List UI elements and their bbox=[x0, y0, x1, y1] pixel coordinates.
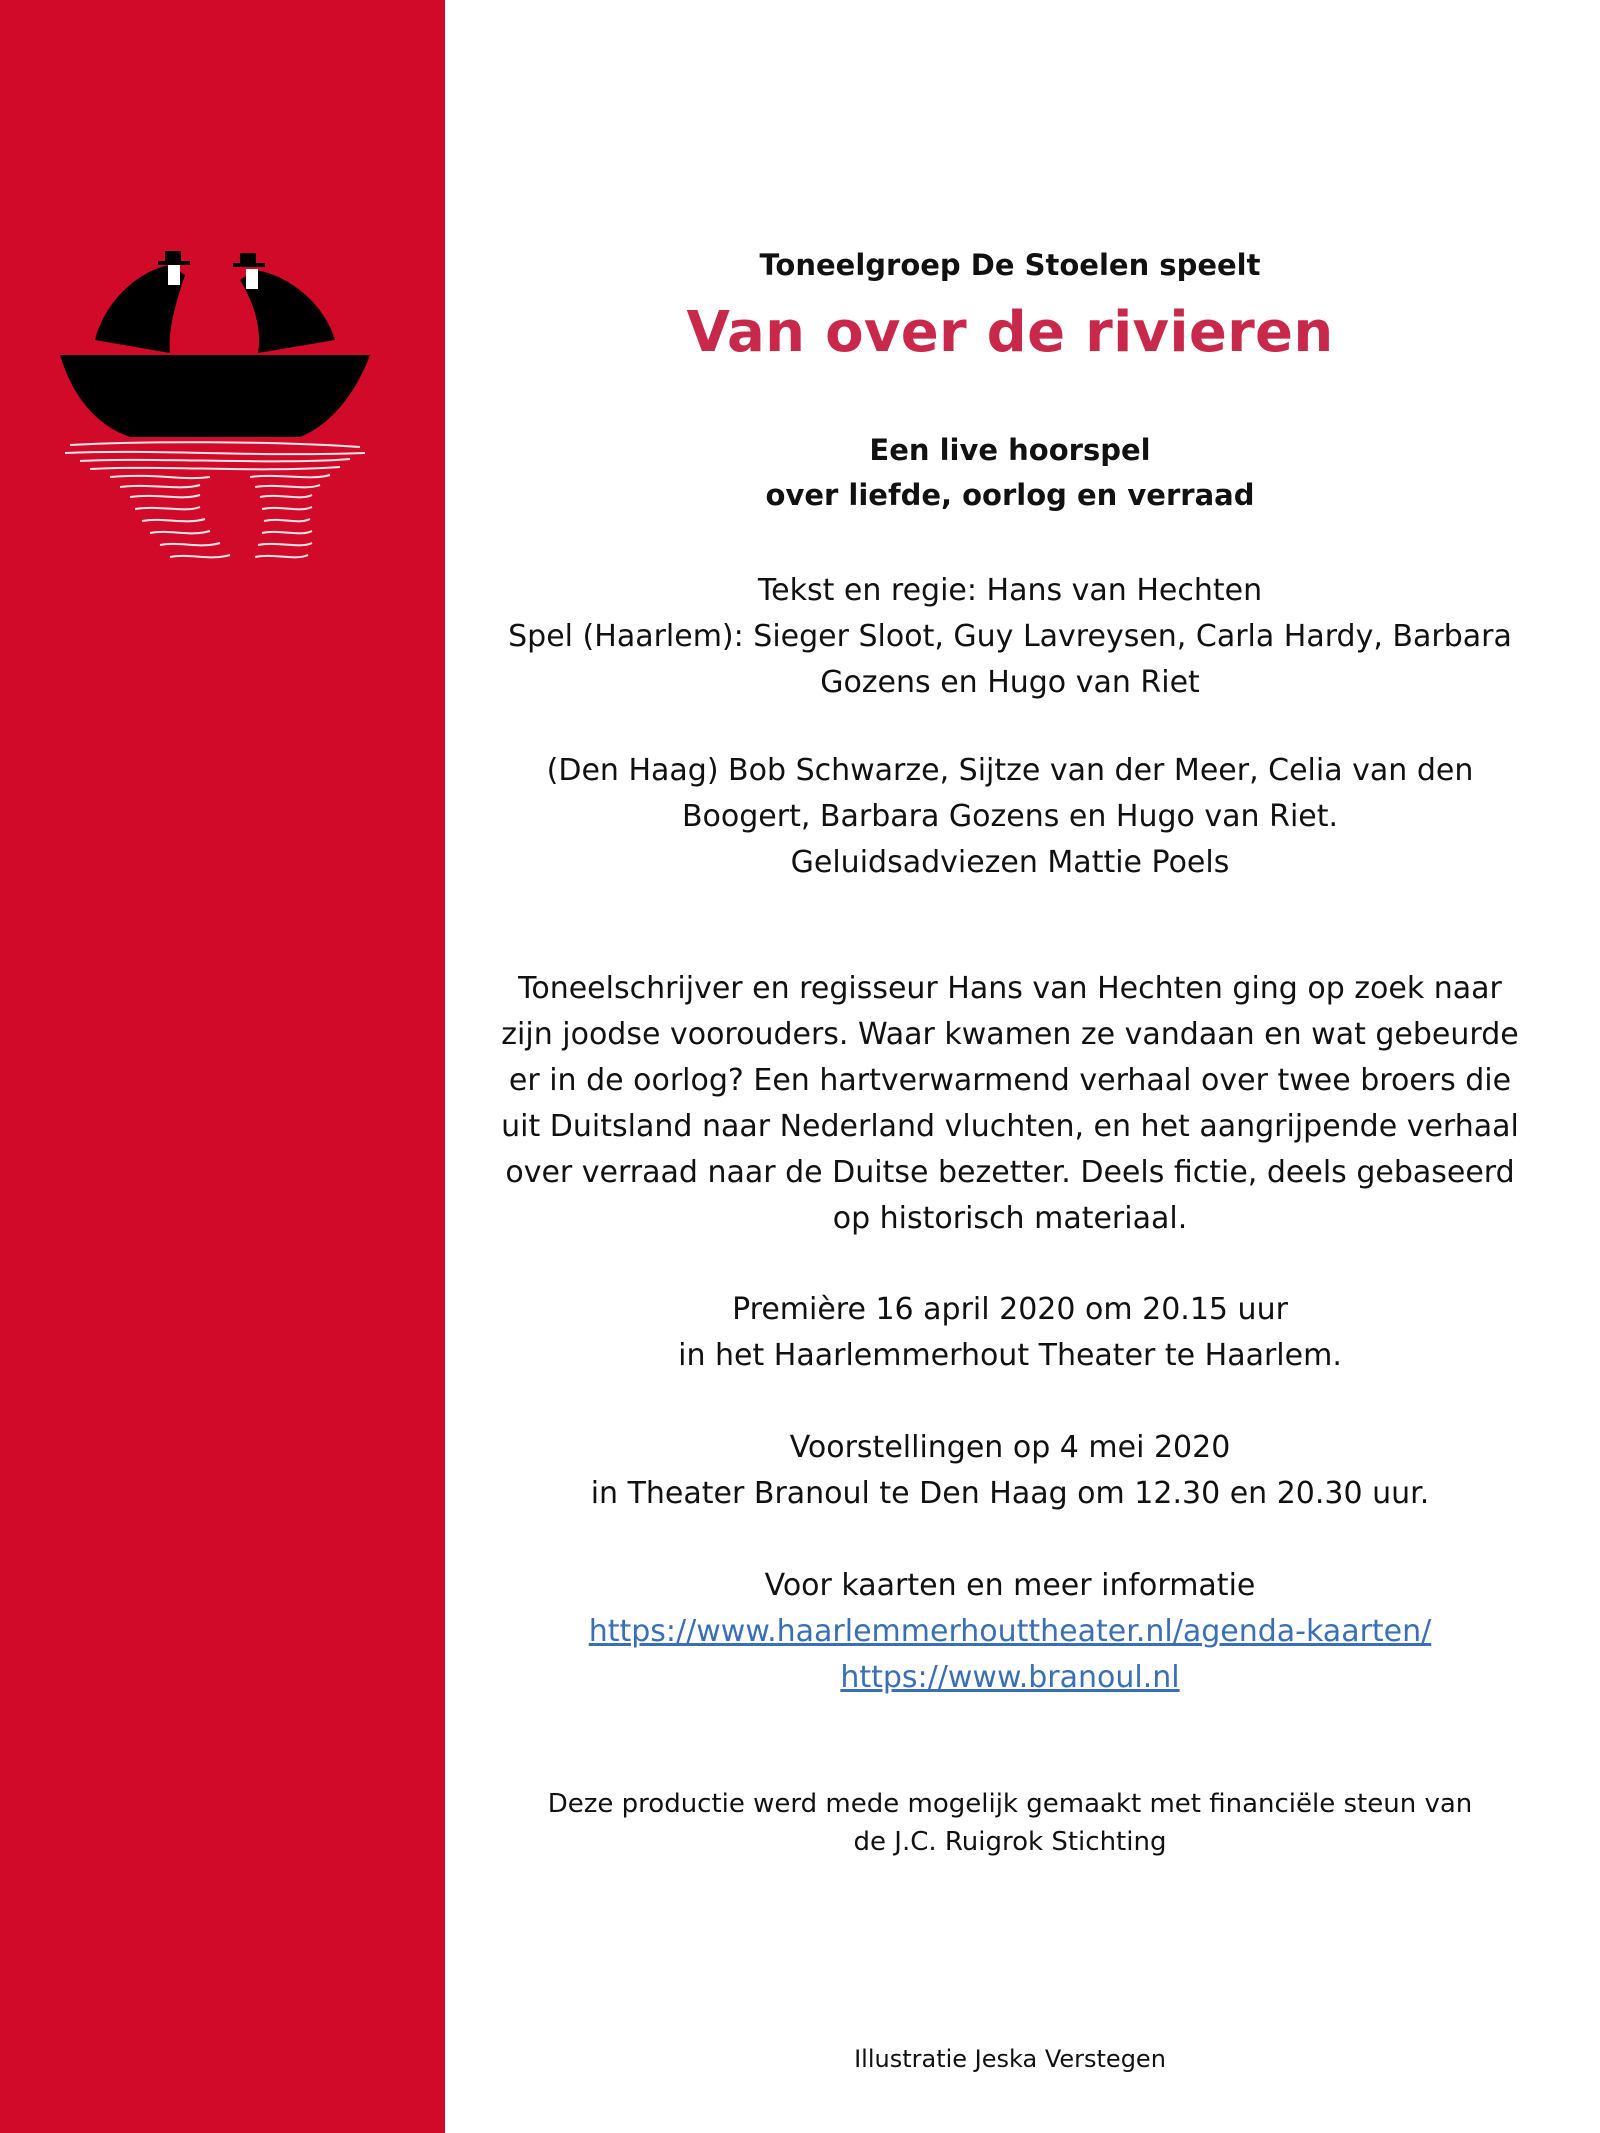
title-text: Van over de rivieren bbox=[686, 300, 1334, 365]
tagline-line-1: Een live hoorspel bbox=[869, 433, 1151, 467]
boat-hull bbox=[60, 355, 370, 437]
sponsor-line-1: Deze productie werd mede mogelijk gemaakt met financiële steun van bbox=[547, 1789, 1473, 1819]
synopsis-line-5: over verraad naar de Duitse bezetter. Deels fictie, deels gebaseerd bbox=[505, 1155, 1515, 1190]
tagline bbox=[470, 428, 1550, 518]
credits-line-5: Boogert, Barbara Gozens en Hugo van Riet. bbox=[681, 799, 1339, 834]
credits-line-1: Tekst en regie: Hans van Hechten bbox=[757, 573, 1263, 608]
tickets-link-2-wrap bbox=[470, 1655, 1550, 1701]
right-face bbox=[246, 269, 258, 289]
performances-line-2: in Theater Branoul te Den Haag om 12.30 en 20.30 uur. bbox=[590, 1476, 1430, 1511]
synopsis-line-6: op historisch materiaal. bbox=[832, 1201, 1188, 1236]
haarlemmerhout-link[interactable]: https://www.haarlemmerhouttheater.nl/agenda-kaarten/ bbox=[588, 1614, 1432, 1649]
illustration-credit-text: Illustratie Jeska Verstegen bbox=[854, 2045, 1166, 2073]
synopsis-line-1: Toneelschrijver en regisseur Hans van Hechten ging op zoek naar bbox=[518, 971, 1502, 1006]
credits-line-2: Spel (Haarlem): Sieger Sloot, Guy Lavreysen, Carla Hardy, Barbara bbox=[508, 619, 1512, 654]
presenter-line bbox=[470, 248, 1550, 282]
tickets-intro: Voor kaarten en meer informatie bbox=[764, 1568, 1256, 1603]
page-title bbox=[470, 300, 1550, 365]
premiere-block bbox=[470, 1287, 1550, 1379]
tickets-block bbox=[470, 1563, 1550, 1701]
synopsis-line-3: er in de oorlog? Een hartverwarmend verhaal over twee broers die bbox=[508, 1063, 1512, 1098]
right-hat-crown bbox=[240, 253, 256, 264]
sponsor-block bbox=[470, 1785, 1550, 1861]
premiere-line-1: Première 16 april 2020 om 20.15 uur bbox=[732, 1292, 1288, 1327]
branoul-link[interactable]: https://www.branoul.nl bbox=[840, 1660, 1180, 1695]
credits-block bbox=[470, 568, 1550, 706]
illustration-credit bbox=[470, 2045, 1550, 2073]
synopsis-line-4: uit Duitsland naar Nederland vluchten, en het aangrijpende verhaal bbox=[501, 1109, 1519, 1144]
left-face bbox=[168, 265, 180, 285]
credits-line-4: (Den Haag) Bob Schwarze, Sijtze van der Meer, Celia van den bbox=[546, 753, 1474, 788]
credits-line-6: Geluidsadviezen Mattie Poels bbox=[790, 845, 1230, 880]
performances-line-1: Voorstellingen op 4 mei 2020 bbox=[789, 1430, 1231, 1465]
credits-block-den-haag bbox=[470, 748, 1550, 886]
sponsor-line-2: de J.C. Ruigrok Stichting bbox=[853, 1827, 1167, 1857]
synopsis-block bbox=[470, 966, 1550, 1242]
performances-block bbox=[470, 1425, 1550, 1517]
synopsis-line-2: zijn joodse voorouders. Waar kwamen ze vandaan en wat gebeurde bbox=[501, 1017, 1519, 1052]
water-reflection bbox=[65, 442, 365, 557]
left-hat-crown bbox=[165, 251, 181, 262]
tickets-link-1-wrap bbox=[470, 1609, 1550, 1655]
tagline-line-2: over liefde, oorlog en verraad bbox=[765, 478, 1255, 512]
premiere-line-2: in het Haarlemmerhout Theater te Haarlem. bbox=[678, 1338, 1342, 1373]
credits-line-3: Gozens en Hugo van Riet bbox=[820, 665, 1200, 700]
presenter-text: Toneelgroep De Stoelen speelt bbox=[759, 248, 1261, 282]
boat-illustration bbox=[50, 245, 380, 585]
